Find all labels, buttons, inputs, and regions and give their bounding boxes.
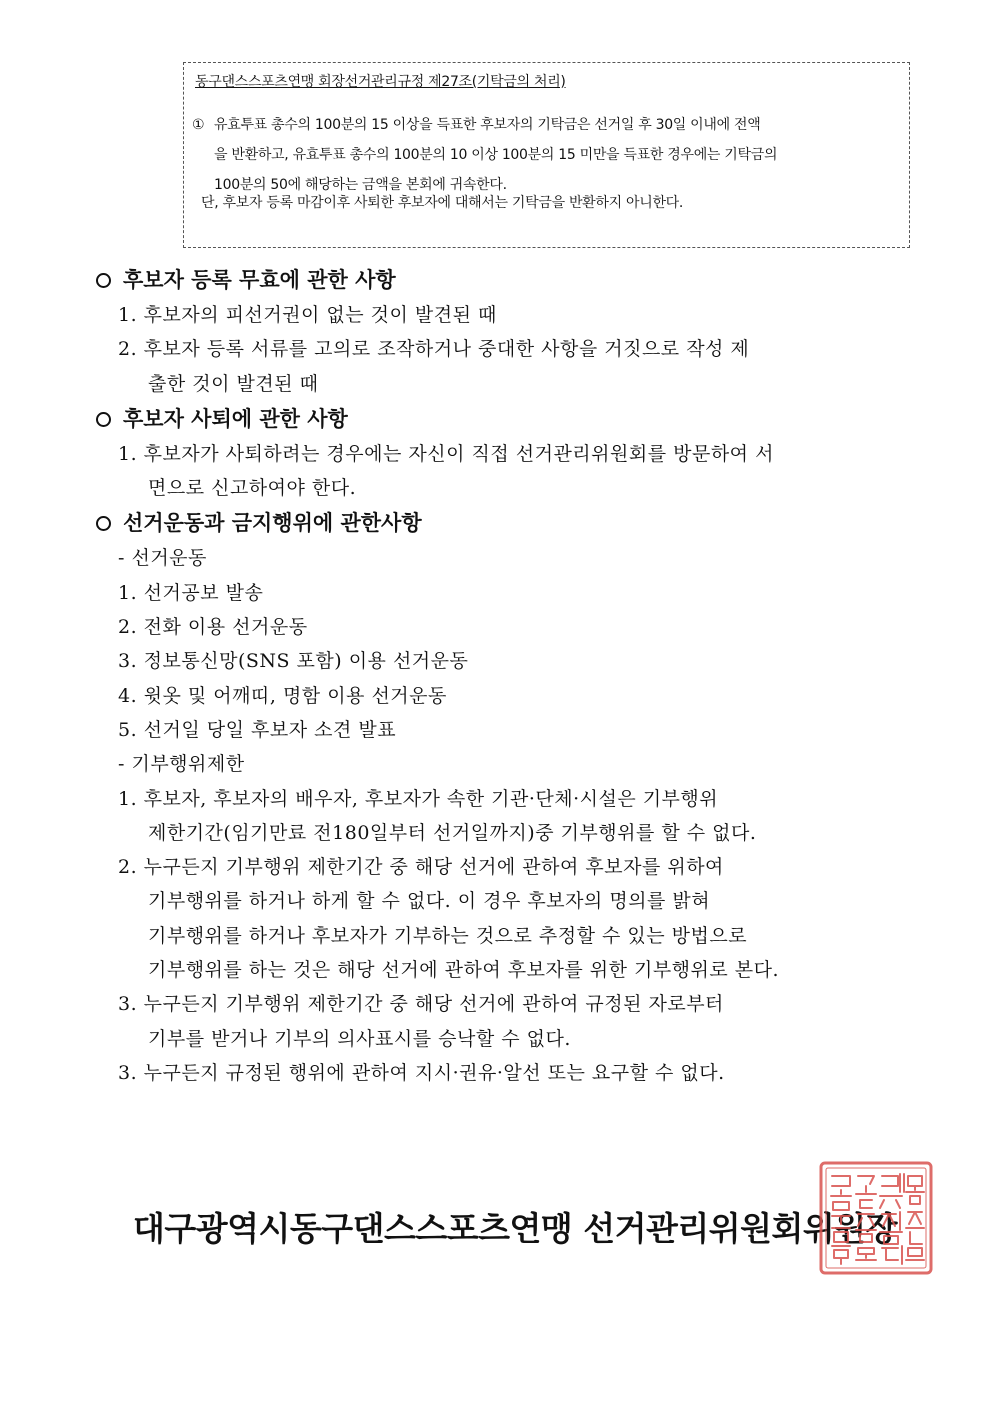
regulation-line-2: 을 반환하고, 유효투표 총수의 100분의 10 이상 100분의 15 미만을 득표한 경우에는 기탁금의 bbox=[214, 147, 778, 163]
regulation-line-1 bbox=[192, 110, 904, 140]
subsection-label-donation: - 기부행위제한 bbox=[118, 753, 245, 776]
list-item-continuation: 기부행위를 하거나 하게 할 수 없다. 이 경우 후보자의 명의를 밝혀 bbox=[148, 890, 711, 913]
circle-bullet-icon bbox=[96, 273, 111, 288]
list-item-continuation: 제한기간(임기만료 전180일부터 선거일까지)중 기부행위를 할 수 없다. bbox=[148, 821, 757, 844]
list-item: 3. 누구든지 규정된 행위에 관하여 지시·권유·알선 또는 요구할 수 없다. bbox=[118, 1061, 725, 1084]
list-item-continuation: 기부행위를 하거나 후보자가 기부하는 것으로 추정할 수 있는 방법으로 bbox=[148, 924, 748, 947]
circle-bullet-icon bbox=[96, 516, 111, 531]
list-item: 3. 누구든지 기부행위 제한기간 중 해당 선거에 관하여 규정된 자로부터 bbox=[118, 993, 724, 1016]
list-item: 3. 정보통신망(SNS 포함) 이용 선거운동 bbox=[118, 650, 469, 673]
regulation-item bbox=[192, 110, 904, 200]
list-item: 1. 후보자가 사퇴하려는 경우에는 자신이 직접 선거관리위원회를 방문하여 서 bbox=[118, 442, 774, 465]
list-item: 1. 후보자의 피선거권이 없는 것이 발견된 때 bbox=[118, 304, 497, 326]
list-item-continuation: 기부행위를 하는 것은 해당 선거에 관하여 후보자를 위한 기부행위로 본다. bbox=[148, 959, 780, 982]
list-item: 1. 선거공보 발송 bbox=[118, 581, 264, 604]
list-item: 2. 전화 이용 선거운동 bbox=[118, 616, 308, 639]
list-item: 2. 누구든지 기부행위 제한기간 중 해당 선거에 관하여 후보자를 위하여 bbox=[118, 856, 724, 879]
subsection-label-campaign: - 선거운동 bbox=[118, 547, 207, 570]
main-content bbox=[96, 262, 926, 1090]
item-number-mark: ① bbox=[192, 117, 205, 133]
list-item-continuation: 면으로 신고하여야 한다. bbox=[148, 477, 357, 500]
section-heading-campaign bbox=[96, 505, 926, 541]
regulation-title: 동구댄스스포츠연맹 회장선거관리규정 제27조(기탁금의 처리) bbox=[195, 74, 566, 90]
circle-bullet-icon bbox=[96, 412, 111, 427]
list-item: 2. 후보자 등록 서류를 고의로 조작하거나 중대한 사항을 거짓으로 작성 제 bbox=[118, 338, 750, 361]
regulation-line-3: 100분의 50에 해당하는 금액을 본회에 귀속한다. bbox=[214, 177, 507, 193]
section-heading-text: 후보자 사퇴에 관한 사항 bbox=[123, 405, 348, 431]
list-item: 4. 윗옷 및 어깨띠, 명함 이용 선거운동 bbox=[118, 684, 447, 707]
regulation-note: 단, 후보자 등록 마감이후 사퇴한 후보자에 대해서는 기탁금을 반환하지 아니한다. bbox=[201, 195, 684, 211]
regulation-box bbox=[183, 62, 910, 248]
list-item: 1. 후보자, 후보자의 배우자, 후보자가 속한 기관·단체·시설은 기부행위 bbox=[118, 787, 719, 810]
list-item: 5. 선거일 당일 후보자 소견 발표 bbox=[118, 718, 397, 741]
section-heading-text: 선거운동과 금지행위에 관한사항 bbox=[123, 510, 422, 536]
section-heading-resignation bbox=[96, 401, 926, 437]
section-heading-registration-invalid bbox=[96, 262, 926, 298]
section-heading-text: 후보자 등록 무효에 관한 사항 bbox=[123, 267, 396, 292]
list-item-continuation: 기부를 받거나 기부의 의사표시를 승낙할 수 없다. bbox=[148, 1027, 571, 1050]
list-item-continuation: 출한 것이 발견된 때 bbox=[148, 372, 319, 395]
regulation-line-1-text: 유효투표 총수의 100분의 15 이상을 득표한 후보자의 기탁금은 선거일 후 30일 이내에 전액 bbox=[214, 117, 761, 133]
official-seal-icon bbox=[818, 1160, 934, 1276]
signature-line: 대구광역시동구댄스스포츠연맹 선거관리위원회위원장 bbox=[133, 1209, 898, 1248]
